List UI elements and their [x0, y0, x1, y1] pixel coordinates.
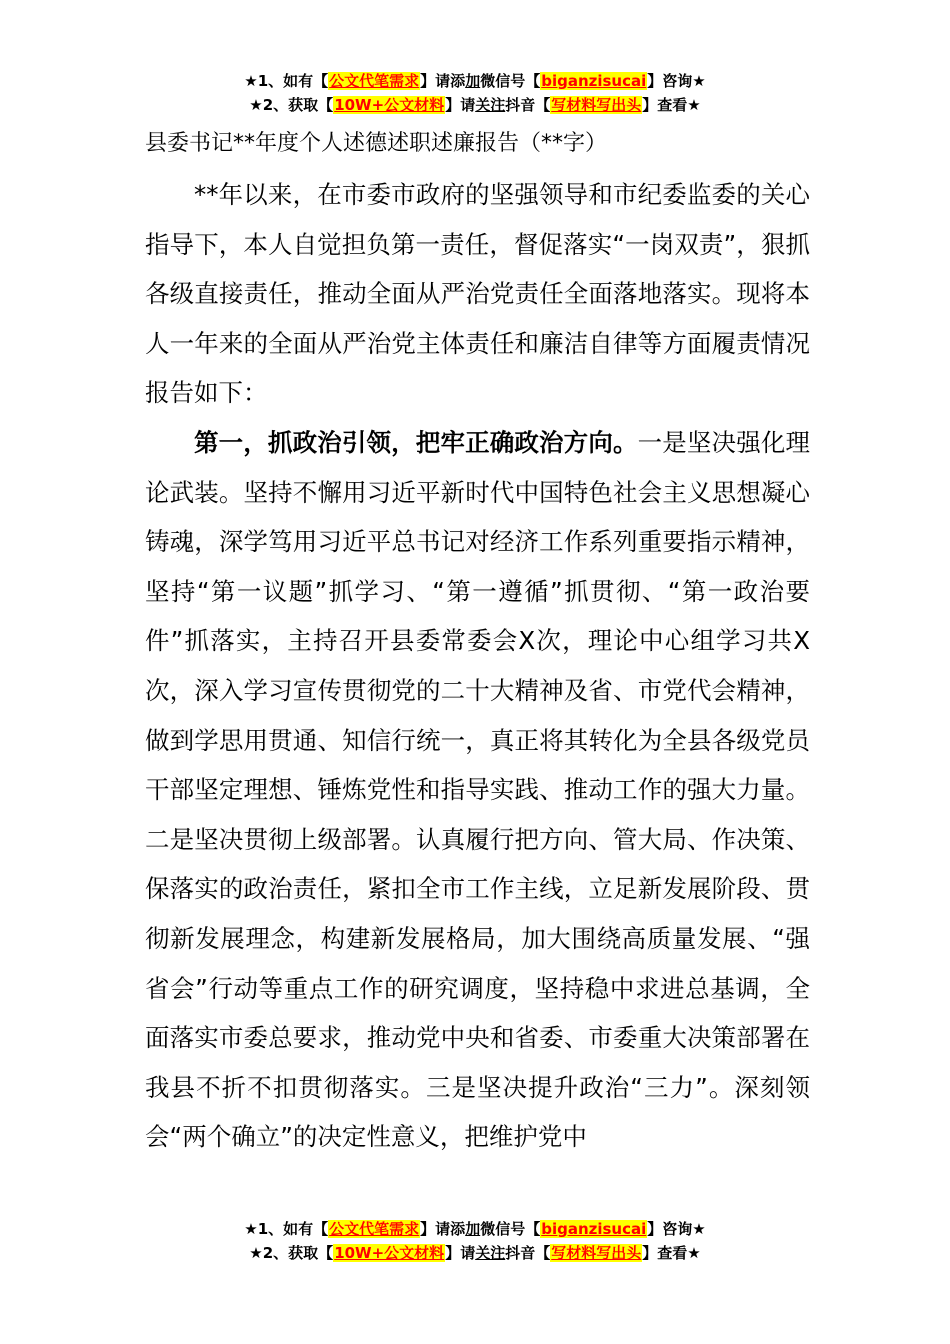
paragraph-section-1 [145, 418, 810, 1162]
section-heading: 第一，抓政治引领，把牢正确政治方向。 [194, 427, 638, 457]
banner-text: 】咨询★ [647, 1220, 706, 1238]
banner-text: ★1、如有【 [244, 72, 329, 90]
banner-text: ★1、如有【 [244, 1220, 329, 1238]
document-body [145, 170, 810, 1162]
banner-text: 】查看★ [642, 1244, 701, 1262]
top-banner [0, 69, 950, 117]
section-body: 一是坚决强化理论武装。坚持不懈用习近平新时代中国特色社会主义思想凝心铸魂，深学笃用习近平总书记对经济工作系列重要指示精神，坚持“第一议题”抓学习、“第一遵循”抓贯彻、“第一政治要件”抓落实，主持召开县委常委会X次，理论中心组学习共X次，深入学习宣传贯彻党的二十大精神及省、市党代会精神，做到学思用贯通、知信行统一，真正将其转化为全县各级党员干部坚定理想、锤炼党性和指导实践、推动工作的强大力量。二是坚决贯彻上级部署。认真履行把方向、管大局、作决策、保落实的政治责任，紧扣全市工作主线，立足新发展阶段、贯彻新发展理念，构建新发展格局，加大围绕高质量发展、“强省会”行动等重点工作的研究调度，坚持稳中求进总基调，全面落实市委总要求，推动党中央和省委、市委重大决策部署在我县不折不扣贯彻落实。三是坚决提升政治“三力”。深刻领会“两个确立”的决定性意义，把维护党中 [145, 427, 810, 1152]
highlight-service: 公文代笔需求 [329, 72, 420, 90]
highlight-douyin: 写材料写出头 [551, 1244, 642, 1262]
banner-text: 】请添 [420, 72, 466, 90]
banner-text: 】查看★ [642, 96, 701, 114]
banner-emphasis: 加 [465, 1220, 481, 1238]
banner-emphasis: 关注 [475, 96, 506, 114]
banner-emphasis: 关注 [475, 1244, 506, 1262]
highlight-wechat-id: biganzisucai [541, 72, 647, 90]
bottom-banner [0, 1217, 950, 1265]
banner-emphasis: 加 [465, 72, 481, 90]
banner-text: 】请添 [420, 1220, 466, 1238]
banner-line-2 [0, 1241, 950, 1265]
banner-text: 微信号【 [480, 72, 541, 90]
highlight-wechat-id: biganzisucai [541, 1220, 647, 1238]
banner-line-2 [0, 93, 950, 117]
banner-text: 抖音【 [505, 1244, 551, 1262]
banner-text: 】咨询★ [647, 72, 706, 90]
banner-text: ★2、获取【 [249, 96, 334, 114]
banner-text: 】请 [445, 1244, 476, 1262]
banner-text: 】请 [445, 96, 476, 114]
paragraph-intro: **年以来，在市委市政府的坚强领导和市纪委监委的关心指导下，本人自觉担负第一责任，督促落实“一岗双责”，狠抓各级直接责任，推动全面从严治党责任全面落地落实。现将本人一年来的全面从严治党主体责任和廉洁自律等方面履责情况报告如下： [145, 180, 810, 408]
document-title: 县委书记**年度个人述德述职述廉报告（**字） [145, 131, 608, 156]
highlight-materials: 10W+公文材料 [334, 96, 445, 114]
banner-text: 抖音【 [505, 96, 551, 114]
highlight-service: 公文代笔需求 [329, 1220, 420, 1238]
highlight-materials: 10W+公文材料 [334, 1244, 445, 1262]
banner-text: ★2、获取【 [249, 1244, 334, 1262]
highlight-douyin: 写材料写出头 [551, 96, 642, 114]
banner-text: 微信号【 [480, 1220, 541, 1238]
banner-line-1 [0, 1217, 950, 1241]
banner-line-1 [0, 69, 950, 93]
